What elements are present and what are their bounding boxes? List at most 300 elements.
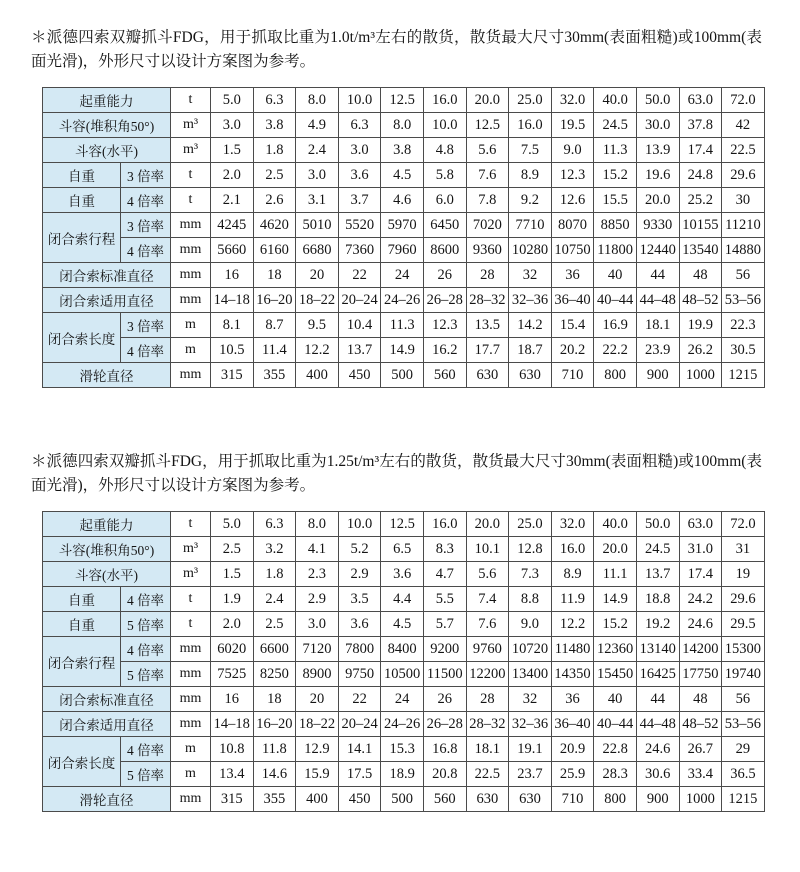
data-cell: 5.8 — [423, 163, 466, 188]
data-cell: 19.1 — [509, 737, 552, 762]
unit-cell: m³ — [171, 113, 211, 138]
spec-row — [43, 313, 765, 338]
data-cell: 24.8 — [679, 163, 722, 188]
spec-row — [43, 587, 765, 612]
row-label: 自重 — [43, 612, 121, 637]
data-cell: 19.6 — [636, 163, 679, 188]
data-cell: 7800 — [338, 637, 381, 662]
data-cell: 12.2 — [551, 612, 594, 637]
data-cell: 15.4 — [551, 313, 594, 338]
row-sublabel: 4 倍率 — [121, 587, 171, 612]
data-cell: 2.9 — [296, 587, 339, 612]
data-cell: 22.3 — [722, 313, 765, 338]
data-cell: 15.9 — [296, 762, 339, 787]
row-sublabel: 3 倍率 — [121, 163, 171, 188]
data-cell: 6160 — [253, 238, 296, 263]
data-cell: 31.0 — [679, 537, 722, 562]
data-cell: 36 — [551, 687, 594, 712]
data-cell: 17.7 — [466, 338, 509, 363]
data-cell: 16.2 — [423, 338, 466, 363]
data-cell: 36 — [551, 263, 594, 288]
data-cell: 30.0 — [636, 113, 679, 138]
data-cell: 8.7 — [253, 313, 296, 338]
data-cell: 48–52 — [679, 288, 722, 313]
data-cell: 16 — [211, 687, 254, 712]
unit-cell: t — [171, 88, 211, 113]
data-cell: 40.0 — [594, 88, 637, 113]
data-cell: 2.5 — [211, 537, 254, 562]
data-cell: 1215 — [722, 363, 765, 388]
data-cell: 18.8 — [636, 587, 679, 612]
data-cell: 14880 — [722, 238, 765, 263]
data-cell: 18.1 — [636, 313, 679, 338]
data-cell: 40 — [594, 263, 637, 288]
row-label: 起重能力 — [43, 88, 171, 113]
row-label: 斗容(堆积角50°) — [43, 113, 171, 138]
spec-row — [43, 787, 765, 812]
unit-cell: mm — [171, 363, 211, 388]
spec-row — [43, 363, 765, 388]
data-cell: 20 — [296, 263, 339, 288]
data-cell: 28–32 — [466, 288, 509, 313]
data-cell: 14.9 — [594, 587, 637, 612]
data-cell: 30 — [722, 188, 765, 213]
spec-row — [43, 612, 765, 637]
data-cell: 22 — [338, 263, 381, 288]
unit-cell: m³ — [171, 562, 211, 587]
data-cell: 2.0 — [211, 163, 254, 188]
data-cell: 22.5 — [722, 138, 765, 163]
data-cell: 13.7 — [338, 338, 381, 363]
data-cell: 8.0 — [381, 113, 424, 138]
data-cell: 17.4 — [679, 138, 722, 163]
unit-cell: mm — [171, 637, 211, 662]
data-cell: 14–18 — [211, 288, 254, 313]
data-cell: 9200 — [423, 637, 466, 662]
data-cell: 15300 — [722, 637, 765, 662]
data-cell: 13.4 — [211, 762, 254, 787]
data-cell: 10.8 — [211, 737, 254, 762]
data-cell: 20–24 — [338, 712, 381, 737]
row-label: 闭合索标准直径 — [43, 263, 171, 288]
data-cell: 53–56 — [722, 712, 765, 737]
data-cell: 19.5 — [551, 113, 594, 138]
data-cell: 1000 — [679, 787, 722, 812]
data-cell: 20.8 — [423, 762, 466, 787]
data-cell: 17750 — [679, 662, 722, 687]
data-cell: 11800 — [594, 238, 637, 263]
data-cell: 9.5 — [296, 313, 339, 338]
data-cell: 48–52 — [679, 712, 722, 737]
data-cell: 14.9 — [381, 338, 424, 363]
data-cell: 30.5 — [722, 338, 765, 363]
unit-cell: t — [171, 612, 211, 637]
data-cell: 5010 — [296, 213, 339, 238]
data-cell: 2.1 — [211, 188, 254, 213]
data-cell: 6600 — [253, 637, 296, 662]
row-sublabel: 3 倍率 — [121, 213, 171, 238]
data-cell: 1.8 — [253, 562, 296, 587]
data-cell: 19740 — [722, 662, 765, 687]
data-cell: 355 — [253, 787, 296, 812]
data-cell: 16–20 — [253, 712, 296, 737]
data-cell: 900 — [636, 363, 679, 388]
row-sublabel: 5 倍率 — [121, 612, 171, 637]
data-cell: 8400 — [381, 637, 424, 662]
data-cell: 32 — [509, 263, 552, 288]
data-cell: 10.4 — [338, 313, 381, 338]
data-cell: 28 — [466, 263, 509, 288]
data-cell: 8.1 — [211, 313, 254, 338]
row-sublabel: 5 倍率 — [121, 662, 171, 687]
data-cell: 22 — [338, 687, 381, 712]
data-cell: 10280 — [509, 238, 552, 263]
data-cell: 33.4 — [679, 762, 722, 787]
data-cell: 63.0 — [679, 512, 722, 537]
data-cell: 7.3 — [509, 562, 552, 587]
data-cell: 11.3 — [594, 138, 637, 163]
data-cell: 12.6 — [551, 188, 594, 213]
data-cell: 50.0 — [636, 512, 679, 537]
data-cell: 25.0 — [509, 512, 552, 537]
data-cell: 5.2 — [338, 537, 381, 562]
data-cell: 56 — [722, 263, 765, 288]
data-cell: 7360 — [338, 238, 381, 263]
data-cell: 28–32 — [466, 712, 509, 737]
data-cell: 355 — [253, 363, 296, 388]
data-cell: 16.0 — [423, 88, 466, 113]
data-cell: 24 — [381, 687, 424, 712]
data-cell: 40.0 — [594, 512, 637, 537]
data-cell: 800 — [594, 787, 637, 812]
data-cell: 10.0 — [338, 512, 381, 537]
data-cell: 3.0 — [296, 612, 339, 637]
data-cell: 9.0 — [551, 138, 594, 163]
data-cell: 8900 — [296, 662, 339, 687]
data-cell: 12360 — [594, 637, 637, 662]
data-cell: 5.7 — [423, 612, 466, 637]
data-cell: 24.6 — [679, 612, 722, 637]
data-cell: 6020 — [211, 637, 254, 662]
data-cell: 24 — [381, 263, 424, 288]
data-cell: 20.0 — [636, 188, 679, 213]
data-cell: 18.7 — [509, 338, 552, 363]
data-cell: 2.0 — [211, 612, 254, 637]
unit-cell: mm — [171, 213, 211, 238]
data-cell: 8850 — [594, 213, 637, 238]
data-cell: 3.6 — [338, 163, 381, 188]
data-cell: 1.5 — [211, 138, 254, 163]
data-cell: 4.6 — [381, 188, 424, 213]
row-sublabel: 4 倍率 — [121, 737, 171, 762]
data-cell: 48 — [679, 263, 722, 288]
data-cell: 20.9 — [551, 737, 594, 762]
data-cell: 8.0 — [296, 512, 339, 537]
row-label: 滑轮直径 — [43, 787, 171, 812]
data-cell: 32–36 — [509, 288, 552, 313]
spec-row — [43, 687, 765, 712]
data-cell: 29.5 — [722, 612, 765, 637]
data-cell: 8600 — [423, 238, 466, 263]
data-cell: 15.2 — [594, 163, 637, 188]
data-cell: 6.5 — [381, 537, 424, 562]
data-cell: 630 — [509, 787, 552, 812]
data-cell: 2.5 — [253, 612, 296, 637]
spec-row — [43, 512, 765, 537]
data-cell: 23.9 — [636, 338, 679, 363]
data-cell: 4245 — [211, 213, 254, 238]
spec-row — [43, 163, 765, 188]
spec-row — [43, 537, 765, 562]
data-cell: 630 — [509, 363, 552, 388]
row-label: 滑轮直径 — [43, 363, 171, 388]
unit-cell: mm — [171, 662, 211, 687]
data-cell: 10.1 — [466, 537, 509, 562]
data-cell: 5.6 — [466, 562, 509, 587]
data-cell: 12.8 — [509, 537, 552, 562]
data-cell: 9760 — [466, 637, 509, 662]
data-cell: 16.0 — [509, 113, 552, 138]
data-cell: 9330 — [636, 213, 679, 238]
data-cell: 8250 — [253, 662, 296, 687]
data-cell: 450 — [338, 363, 381, 388]
data-cell: 7020 — [466, 213, 509, 238]
data-cell: 29 — [722, 737, 765, 762]
data-cell: 3.1 — [296, 188, 339, 213]
row-label: 自重 — [43, 587, 121, 612]
row-sublabel: 4 倍率 — [121, 238, 171, 263]
data-cell: 15.3 — [381, 737, 424, 762]
data-cell: 630 — [466, 787, 509, 812]
unit-cell: t — [171, 163, 211, 188]
data-cell: 44 — [636, 687, 679, 712]
data-cell: 14200 — [679, 637, 722, 662]
data-cell: 32.0 — [551, 88, 594, 113]
data-cell: 8.9 — [509, 163, 552, 188]
data-cell: 3.7 — [338, 188, 381, 213]
data-cell: 7.5 — [509, 138, 552, 163]
data-cell: 24.5 — [636, 537, 679, 562]
data-cell: 10750 — [551, 238, 594, 263]
unit-cell: t — [171, 587, 211, 612]
row-label: 斗容(堆积角50°) — [43, 537, 171, 562]
data-cell: 3.5 — [338, 587, 381, 612]
data-cell: 16 — [211, 263, 254, 288]
unit-cell: mm — [171, 787, 211, 812]
data-cell: 20.0 — [466, 88, 509, 113]
data-cell: 1215 — [722, 787, 765, 812]
data-cell: 28 — [466, 687, 509, 712]
data-cell: 12.9 — [296, 737, 339, 762]
row-label: 斗容(水平) — [43, 562, 171, 587]
data-cell: 500 — [381, 787, 424, 812]
spec-row — [43, 562, 765, 587]
unit-cell: mm — [171, 263, 211, 288]
data-cell: 12.5 — [466, 113, 509, 138]
spec-row — [43, 113, 765, 138]
data-cell: 5.6 — [466, 138, 509, 163]
data-cell: 4.8 — [423, 138, 466, 163]
row-label: 起重能力 — [43, 512, 171, 537]
spec-row — [43, 712, 765, 737]
data-cell: 31 — [722, 537, 765, 562]
row-label: 自重 — [43, 163, 121, 188]
data-cell: 500 — [381, 363, 424, 388]
data-cell: 4.1 — [296, 537, 339, 562]
data-cell: 1000 — [679, 363, 722, 388]
data-cell: 315 — [211, 787, 254, 812]
unit-cell: mm — [171, 712, 211, 737]
spec-row — [43, 637, 765, 662]
data-cell: 25.0 — [509, 88, 552, 113]
spec-row — [43, 288, 765, 313]
data-cell: 18.1 — [466, 737, 509, 762]
data-cell: 25.9 — [551, 762, 594, 787]
data-cell: 26 — [423, 263, 466, 288]
data-cell: 18 — [253, 687, 296, 712]
data-cell: 7.6 — [466, 163, 509, 188]
data-cell: 13.5 — [466, 313, 509, 338]
data-cell: 14.6 — [253, 762, 296, 787]
data-cell: 36–40 — [551, 712, 594, 737]
data-cell: 29.6 — [722, 163, 765, 188]
data-cell: 6.0 — [423, 188, 466, 213]
data-cell: 3.2 — [253, 537, 296, 562]
data-cell: 8.8 — [509, 587, 552, 612]
spec-row — [43, 338, 765, 363]
data-cell: 560 — [423, 787, 466, 812]
data-cell: 20.0 — [466, 512, 509, 537]
data-cell: 22.2 — [594, 338, 637, 363]
data-cell: 6.3 — [338, 113, 381, 138]
unit-cell: m³ — [171, 138, 211, 163]
data-cell: 710 — [551, 363, 594, 388]
spec-table-fdg-1-25 — [42, 511, 765, 812]
data-cell: 315 — [211, 363, 254, 388]
data-cell: 20 — [296, 687, 339, 712]
data-cell: 20–24 — [338, 288, 381, 313]
data-cell: 26 — [423, 687, 466, 712]
data-cell: 11.8 — [253, 737, 296, 762]
spec-row — [43, 238, 765, 263]
data-cell: 8.0 — [296, 88, 339, 113]
data-cell: 26–28 — [423, 712, 466, 737]
spec-row — [43, 88, 765, 113]
data-cell: 16.9 — [594, 313, 637, 338]
data-cell: 3.8 — [253, 113, 296, 138]
data-cell: 42 — [722, 113, 765, 138]
data-cell: 400 — [296, 363, 339, 388]
data-cell: 48 — [679, 687, 722, 712]
data-cell: 22.5 — [466, 762, 509, 787]
data-cell: 11.3 — [381, 313, 424, 338]
data-cell: 7710 — [509, 213, 552, 238]
data-cell: 28.3 — [594, 762, 637, 787]
data-cell: 5660 — [211, 238, 254, 263]
data-cell: 3.0 — [338, 138, 381, 163]
data-cell: 11500 — [423, 662, 466, 687]
data-cell: 17.4 — [679, 562, 722, 587]
data-cell: 2.5 — [253, 163, 296, 188]
data-cell: 7525 — [211, 662, 254, 687]
data-cell: 63.0 — [679, 88, 722, 113]
data-cell: 5.0 — [211, 512, 254, 537]
data-cell: 4.4 — [381, 587, 424, 612]
data-cell: 4620 — [253, 213, 296, 238]
data-cell: 560 — [423, 363, 466, 388]
data-cell: 20.0 — [594, 537, 637, 562]
data-cell: 12.5 — [381, 88, 424, 113]
data-cell: 72.0 — [722, 88, 765, 113]
data-cell: 36–40 — [551, 288, 594, 313]
data-cell: 24.2 — [679, 587, 722, 612]
data-cell: 10.5 — [211, 338, 254, 363]
data-cell: 5.0 — [211, 88, 254, 113]
data-cell: 2.9 — [338, 562, 381, 587]
data-cell: 40–44 — [594, 712, 637, 737]
data-cell: 2.3 — [296, 562, 339, 587]
data-cell: 7.8 — [466, 188, 509, 213]
data-cell: 25.2 — [679, 188, 722, 213]
data-cell: 7.6 — [466, 612, 509, 637]
unit-cell: m — [171, 737, 211, 762]
unit-cell: mm — [171, 288, 211, 313]
unit-cell: mm — [171, 238, 211, 263]
data-cell: 7.4 — [466, 587, 509, 612]
row-sublabel: 4 倍率 — [121, 637, 171, 662]
spec-row — [43, 213, 765, 238]
data-cell: 630 — [466, 363, 509, 388]
data-cell: 53–56 — [722, 288, 765, 313]
data-cell: 8.9 — [551, 562, 594, 587]
data-cell: 13540 — [679, 238, 722, 263]
data-cell: 10500 — [381, 662, 424, 687]
unit-cell: mm — [171, 687, 211, 712]
data-cell: 10720 — [509, 637, 552, 662]
spec-row — [43, 762, 765, 787]
data-cell: 11.4 — [253, 338, 296, 363]
row-label: 闭合索长度 — [43, 737, 121, 787]
data-cell: 14–18 — [211, 712, 254, 737]
data-cell: 3.0 — [296, 163, 339, 188]
data-cell: 6.3 — [253, 88, 296, 113]
unit-cell: m — [171, 338, 211, 363]
spec-row — [43, 138, 765, 163]
data-cell: 4.9 — [296, 113, 339, 138]
data-cell: 12.3 — [423, 313, 466, 338]
data-cell: 1.8 — [253, 138, 296, 163]
row-label: 闭合索标准直径 — [43, 687, 171, 712]
row-label: 闭合索行程 — [43, 213, 121, 263]
unit-cell: m³ — [171, 537, 211, 562]
data-cell: 15.2 — [594, 612, 637, 637]
data-cell: 26–28 — [423, 288, 466, 313]
data-cell: 800 — [594, 363, 637, 388]
data-cell: 20.2 — [551, 338, 594, 363]
spec-row — [43, 263, 765, 288]
row-label: 自重 — [43, 188, 121, 213]
data-cell: 37.8 — [679, 113, 722, 138]
data-cell: 19.9 — [679, 313, 722, 338]
data-cell: 36.5 — [722, 762, 765, 787]
data-cell: 450 — [338, 787, 381, 812]
data-cell: 12.5 — [381, 512, 424, 537]
data-cell: 6.3 — [253, 512, 296, 537]
row-label: 闭合索长度 — [43, 313, 121, 363]
data-cell: 18 — [253, 263, 296, 288]
data-cell: 72.0 — [722, 512, 765, 537]
data-cell: 24.6 — [636, 737, 679, 762]
